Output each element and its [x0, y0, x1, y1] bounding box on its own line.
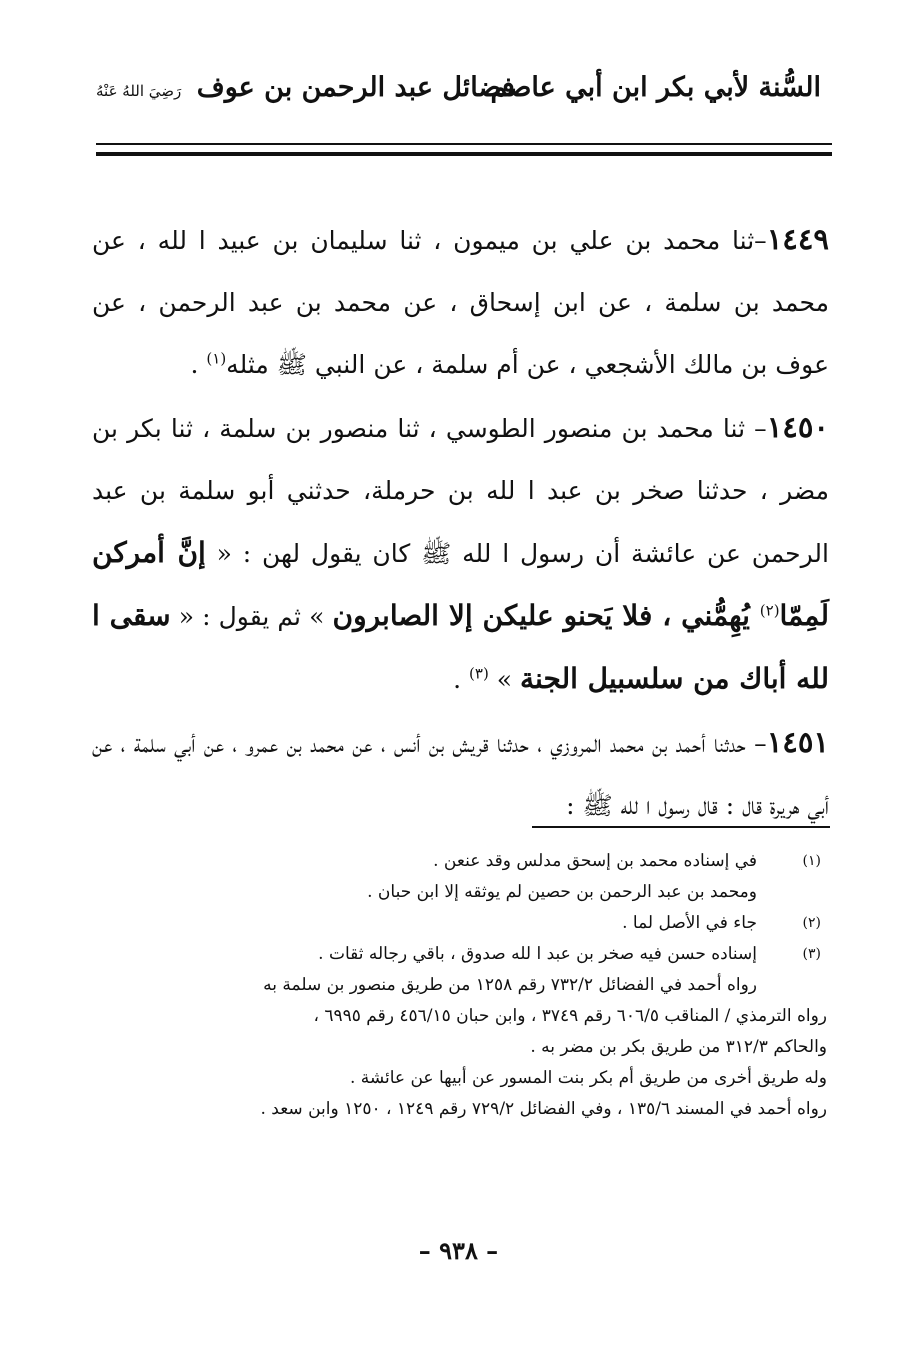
main-text — [92, 208, 829, 837]
footnote-line: ومحمد بن عبد الرحمن بن حصين لم يوثقه إلا ابن حبان . — [367, 882, 757, 902]
footnote-line: في إسناده محمد بن إسحق مدلس وقد عنعن . — [433, 851, 757, 871]
hadith-matn: يُهِمُّني ، فلا يَحنو عليكن إلا الصابرون — [332, 599, 760, 632]
hadith-connector: » ثم يقول : « — [170, 602, 333, 631]
header-rule-thick — [96, 152, 832, 156]
footnote-separator — [532, 826, 830, 828]
hadith-1450 — [92, 396, 829, 711]
hadith-matn: سقى ا لله أباك من سلسبيل الجنة — [92, 599, 829, 695]
honorific-phrase: رَضِيَ اللهُ عَنْهُ — [96, 82, 182, 100]
footnote-mark: (١) — [802, 853, 821, 869]
hadith-number: ١٤٤٩ — [766, 222, 829, 256]
footnotes — [92, 846, 827, 1125]
quote-close: » — [488, 665, 521, 694]
hadith-isnad: – ثنا محمد بن منصور الطوسي ، ثنا منصور بن سلمة ، ثنا بكر بن مضر ، حدثنا صخر بن عبد ا لله بن حرملة، حدثني أبو سلمة بن عبد الرحمن عن عائشة أن رسول ا لله ﷺ كان يقول لهن : « — [92, 414, 829, 568]
hadith-1451 — [92, 711, 829, 837]
footnote-3 — [92, 939, 827, 970]
hadith-text: –ثنا محمد بن علي بن ميمون ، ثنا سليمان بن عبيد ا لله ، عن محمد بن سلمة ، عن ابن إسحاق ، عن محمد بن عبد الرحمن ، عن عوف بن مالك الأشجعي ، عن أم سلمة ، عن النبي ﷺ مثله — [92, 226, 829, 379]
hadith-matn: إنَّ أمركن لَمِمّا — [92, 536, 829, 632]
footnote-ref[interactable]: (١) — [206, 349, 227, 368]
footnote-line: رواه أحمد في المسند ١٣٥/٦ ، وفي الفضائل ٧٢٩/٢ رقم ١٢٤٩ ، ١٢٥٠ وابن سعد . — [260, 1099, 827, 1119]
book-title: السُّنة لأبي بكر ابن أبي عاصم — [490, 72, 821, 103]
footnote-line: إسناده حسن فيه صخر بن عبد ا لله صدوق ، باقي رجاله ثقات . — [318, 944, 757, 964]
footnote-ref[interactable]: (٣) — [469, 664, 489, 683]
footnote-mark: (٣) — [802, 946, 821, 962]
footnote-1 — [92, 846, 827, 877]
hadith-1449 — [92, 208, 829, 396]
hadith-number: ١٤٥٠ — [766, 410, 829, 444]
footnote-ref[interactable]: (٢) — [759, 601, 780, 620]
chapter-title-wrap — [96, 72, 515, 103]
footnote-line: جاء في الأصل لما . — [622, 913, 757, 933]
chapter-title: فضائل عبد الرحمن بن عوف — [196, 72, 515, 103]
running-header — [96, 72, 821, 122]
hadith-end: . — [190, 350, 207, 379]
footnote-line: وله طريق أخرى من طريق أم بكر بنت المسور عن أبيها عن عائشة . — [349, 1068, 827, 1088]
hadith-end: . — [453, 665, 470, 694]
footnote-line: رواه الترمذي / المناقب ٦٠٦/٥ رقم ٣٧٤٩ ، وابن حبان ٤٥٦/١٥ رقم ٦٩٩٥ ، — [313, 1006, 827, 1026]
footnote-line: والحاكم ٣١٢/٣ من طريق بكر بن مضر به . — [530, 1037, 827, 1057]
page-number: – ٩٣٨ – — [418, 1236, 499, 1265]
hadith-number: ١٤٥١ — [766, 725, 829, 759]
header-rule-thin — [96, 143, 832, 145]
footnote-line: رواه أحمد في الفضائل ٧٣٢/٢ رقم ١٢٥٨ من طريق منصور بن سلمة به — [263, 975, 757, 995]
footnote-mark: (٢) — [802, 915, 821, 931]
footnote-2 — [92, 908, 827, 939]
hadith-text: – حدثنا أحمد بن محمد المروزي ، حدثنا قريش بن أنس ، عن محمد بن عمرو ، عن أبي سلمة ، عن أبي هريرة قال : قال رسول ا لله ﷺ : — [92, 729, 829, 820]
